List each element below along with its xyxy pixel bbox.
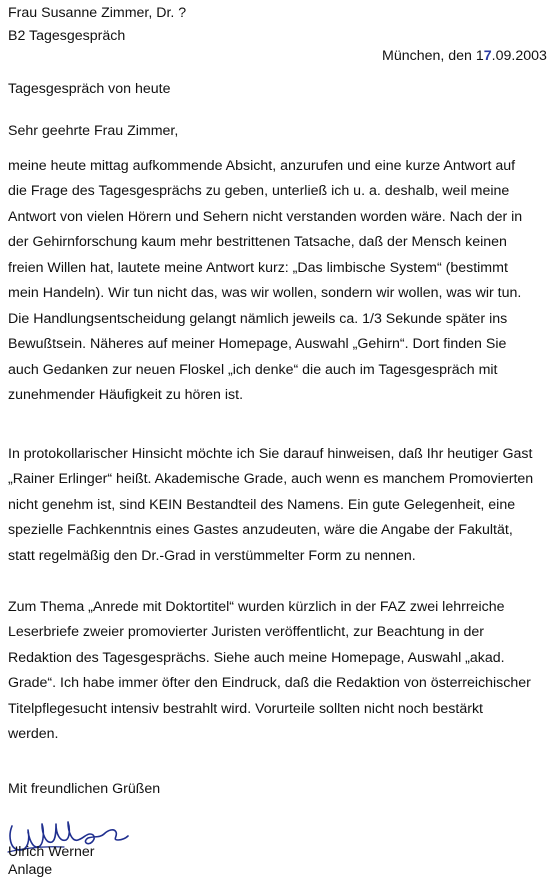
body-line: Titelpflegesucht intensiv bestrahlt wird. Vorurteile sollten nicht noch bestärkt [8,701,483,717]
body-line: meine heute mittag aufkommende Absicht, anzurufen und eine kurze Antwort auf [8,158,516,174]
body-line: Redaktion des Tagesgesprächs. Siehe auch meine Homepage, Auswahl „akad. [8,650,505,666]
body-line: spezielle Fachkenntnis eines Gastes anzudeuten, wäre die Angabe der Fakultät, [8,522,513,538]
letter-date [382,49,547,63]
subject-line: Tagesgespräch von heute [8,81,171,97]
date-suffix: .09.2003 [491,48,547,64]
recipient-name: Frau Susanne Zimmer, Dr. ? [8,5,187,21]
body-line: mein Handeln). Wir tun nicht das, was wir wollen, sondern wir wollen, was wir tun. [8,285,522,301]
recipient-department: B2 Tagesgespräch [8,28,126,44]
body-line: werden. [8,726,59,742]
salutation: Sehr geehrte Frau Zimmer, [8,123,179,139]
body-line: freien Willen hat, lautete meine Antwort kurz: „Das limbische System“ (bestimmt [8,260,508,276]
body-line: zunehmender Häufigkeit zu hören ist. [8,387,244,403]
body-line: der Gehirnforschung kaum mehr bestrittenen Tatsache, daß der Mensch keinen [8,234,507,250]
enclosure-note: Anlage [8,862,53,878]
body-line: die Frage des Tagesgesprächs zu geben, unterließ ich u. a. deshalb, weil meine [8,183,510,199]
body-line: Zum Thema „Anrede mit Doktortitel“ wurden kürzlich in der FAZ zwei lehrreiche [8,599,505,615]
body-line: nicht genehm ist, sind KEIN Bestandteil des Namens. Ein gute Gelegenheit, eine [8,497,516,513]
body-line: In protokollarischer Hinsicht möchte ich Sie darauf hinweisen, daß Ihr heutiger Gast [8,446,533,462]
body-line: Bewußtsein. Näheres auf meiner Homepage, Auswahl „Gehirn“. Dort finden Sie [8,336,507,352]
closing-greeting: Mit freundlichen Grüßen [8,781,161,797]
body-line: statt regelmäßig den Dr.-Grad in verstümmelter Form zu nennen. [8,548,416,564]
sender-name: Ulrich Werner [8,844,95,860]
body-line: Leserbriefe zweier promovierter Juristen veröffentlicht, zur Beachtung in der [8,624,485,640]
date-handwritten-correction: 7 [483,48,492,64]
body-line: Die Handlungsentscheidung gelangt nämlich jeweils ca. 1/3 Sekunde später ins [8,311,508,327]
date-prefix: München, den 1 [382,48,484,64]
body-line: „Rainer Erlinger“ heißt. Akademische Grade, auch wenn es manchem Promovierten [8,471,534,487]
body-line: auch Gedanken zur neuen Floskel „ich denke“ die auch im Tagesgespräch mit [8,362,498,378]
body-line: Antwort von vielen Hörern und Sehern nicht verstanden worden wäre. Nach der in [8,209,523,225]
body-line: Grade“. Ich habe immer öfter den Eindruck, daß die Redaktion von österreichischer [8,675,531,691]
